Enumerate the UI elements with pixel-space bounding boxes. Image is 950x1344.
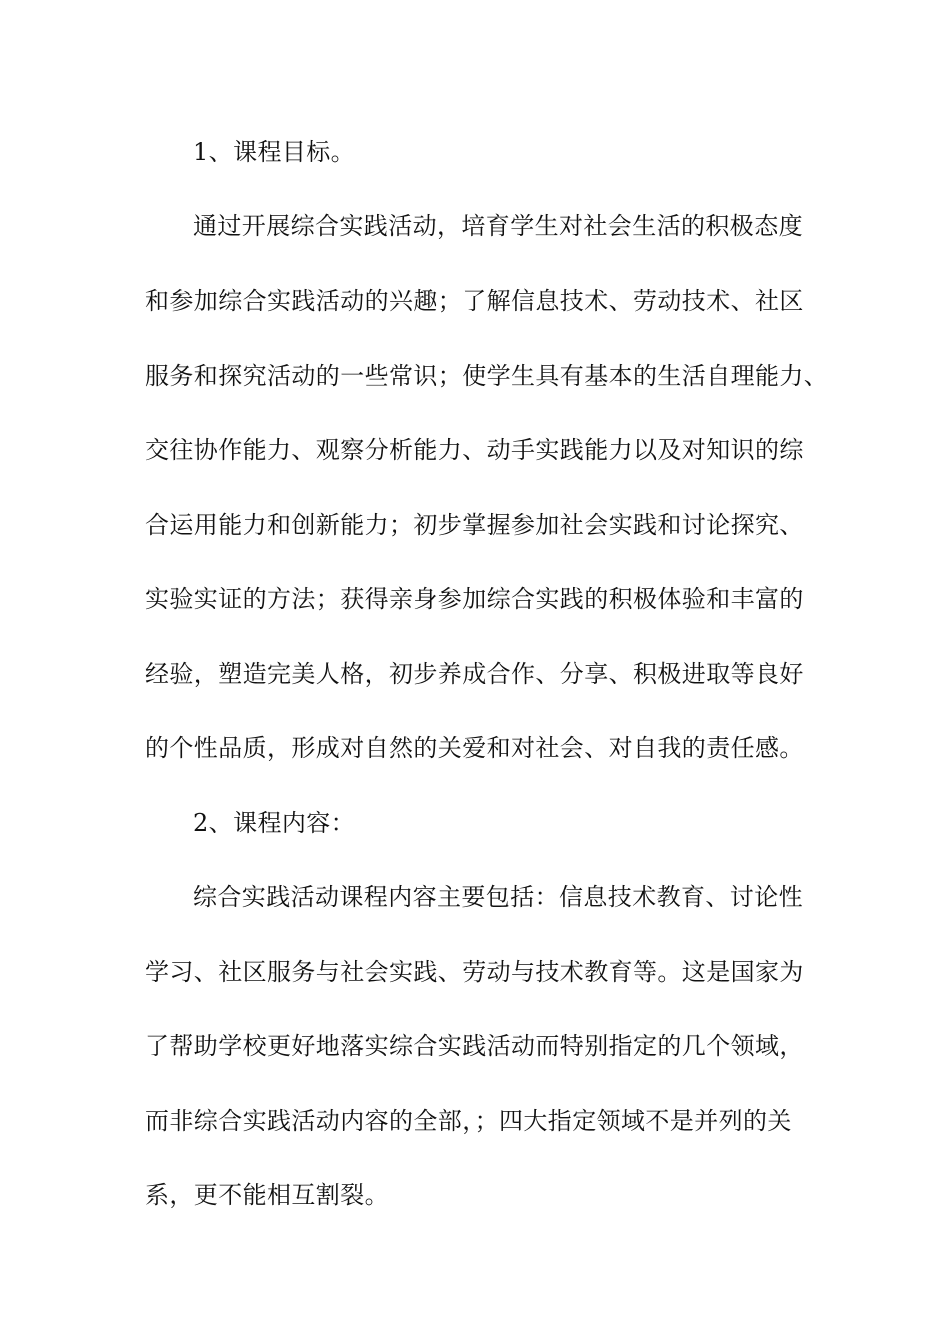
paragraph-line: 综合实践活动课程内容主要包括：信息技术教育、讨论性 [193,883,803,911]
heading-course-objectives: 1、课程目标。 [193,138,356,166]
paragraph-line: 系，更不能相互割裂。 [145,1181,389,1209]
paragraph-line: 和参加综合实践活动的兴趣；了解信息技术、劳动技术、社区 [145,287,804,315]
paragraph-line: 合运用能力和创新能力；初步掌握参加社会实践和讨论探究、 [145,511,804,539]
paragraph-line: 学习、社区服务与社会实践、劳动与技术教育等。这是国家为 [145,958,804,986]
paragraph-line: 而非综合实践活动内容的全部，；四大指定领域不是并列的关 [145,1107,792,1135]
paragraph-line: 通过开展综合实践活动，培育学生对社会生活的积极态度 [193,212,803,240]
paragraph-line: 服务和探究活动的一些常识；使学生具有基本的生活自理能力、 [145,362,829,390]
heading-course-content: 2、课程内容： [193,809,356,837]
paragraph-line: 经验，塑造完美人格，初步养成合作、分享、积极进取等良好 [145,660,804,688]
paragraph-line: 实验实证的方法；获得亲身参加综合实践的积极体验和丰富的 [145,585,804,613]
paragraph-line: 交往协作能力、观察分析能力、动手实践能力以及对知识的综 [145,436,804,464]
paragraph-line: 了帮助学校更好地落实综合实践活动而特别指定的几个领域， [145,1032,804,1060]
paragraph-line: 的个性品质，形成对自然的关爱和对社会、对自我的责任感。 [145,734,804,762]
